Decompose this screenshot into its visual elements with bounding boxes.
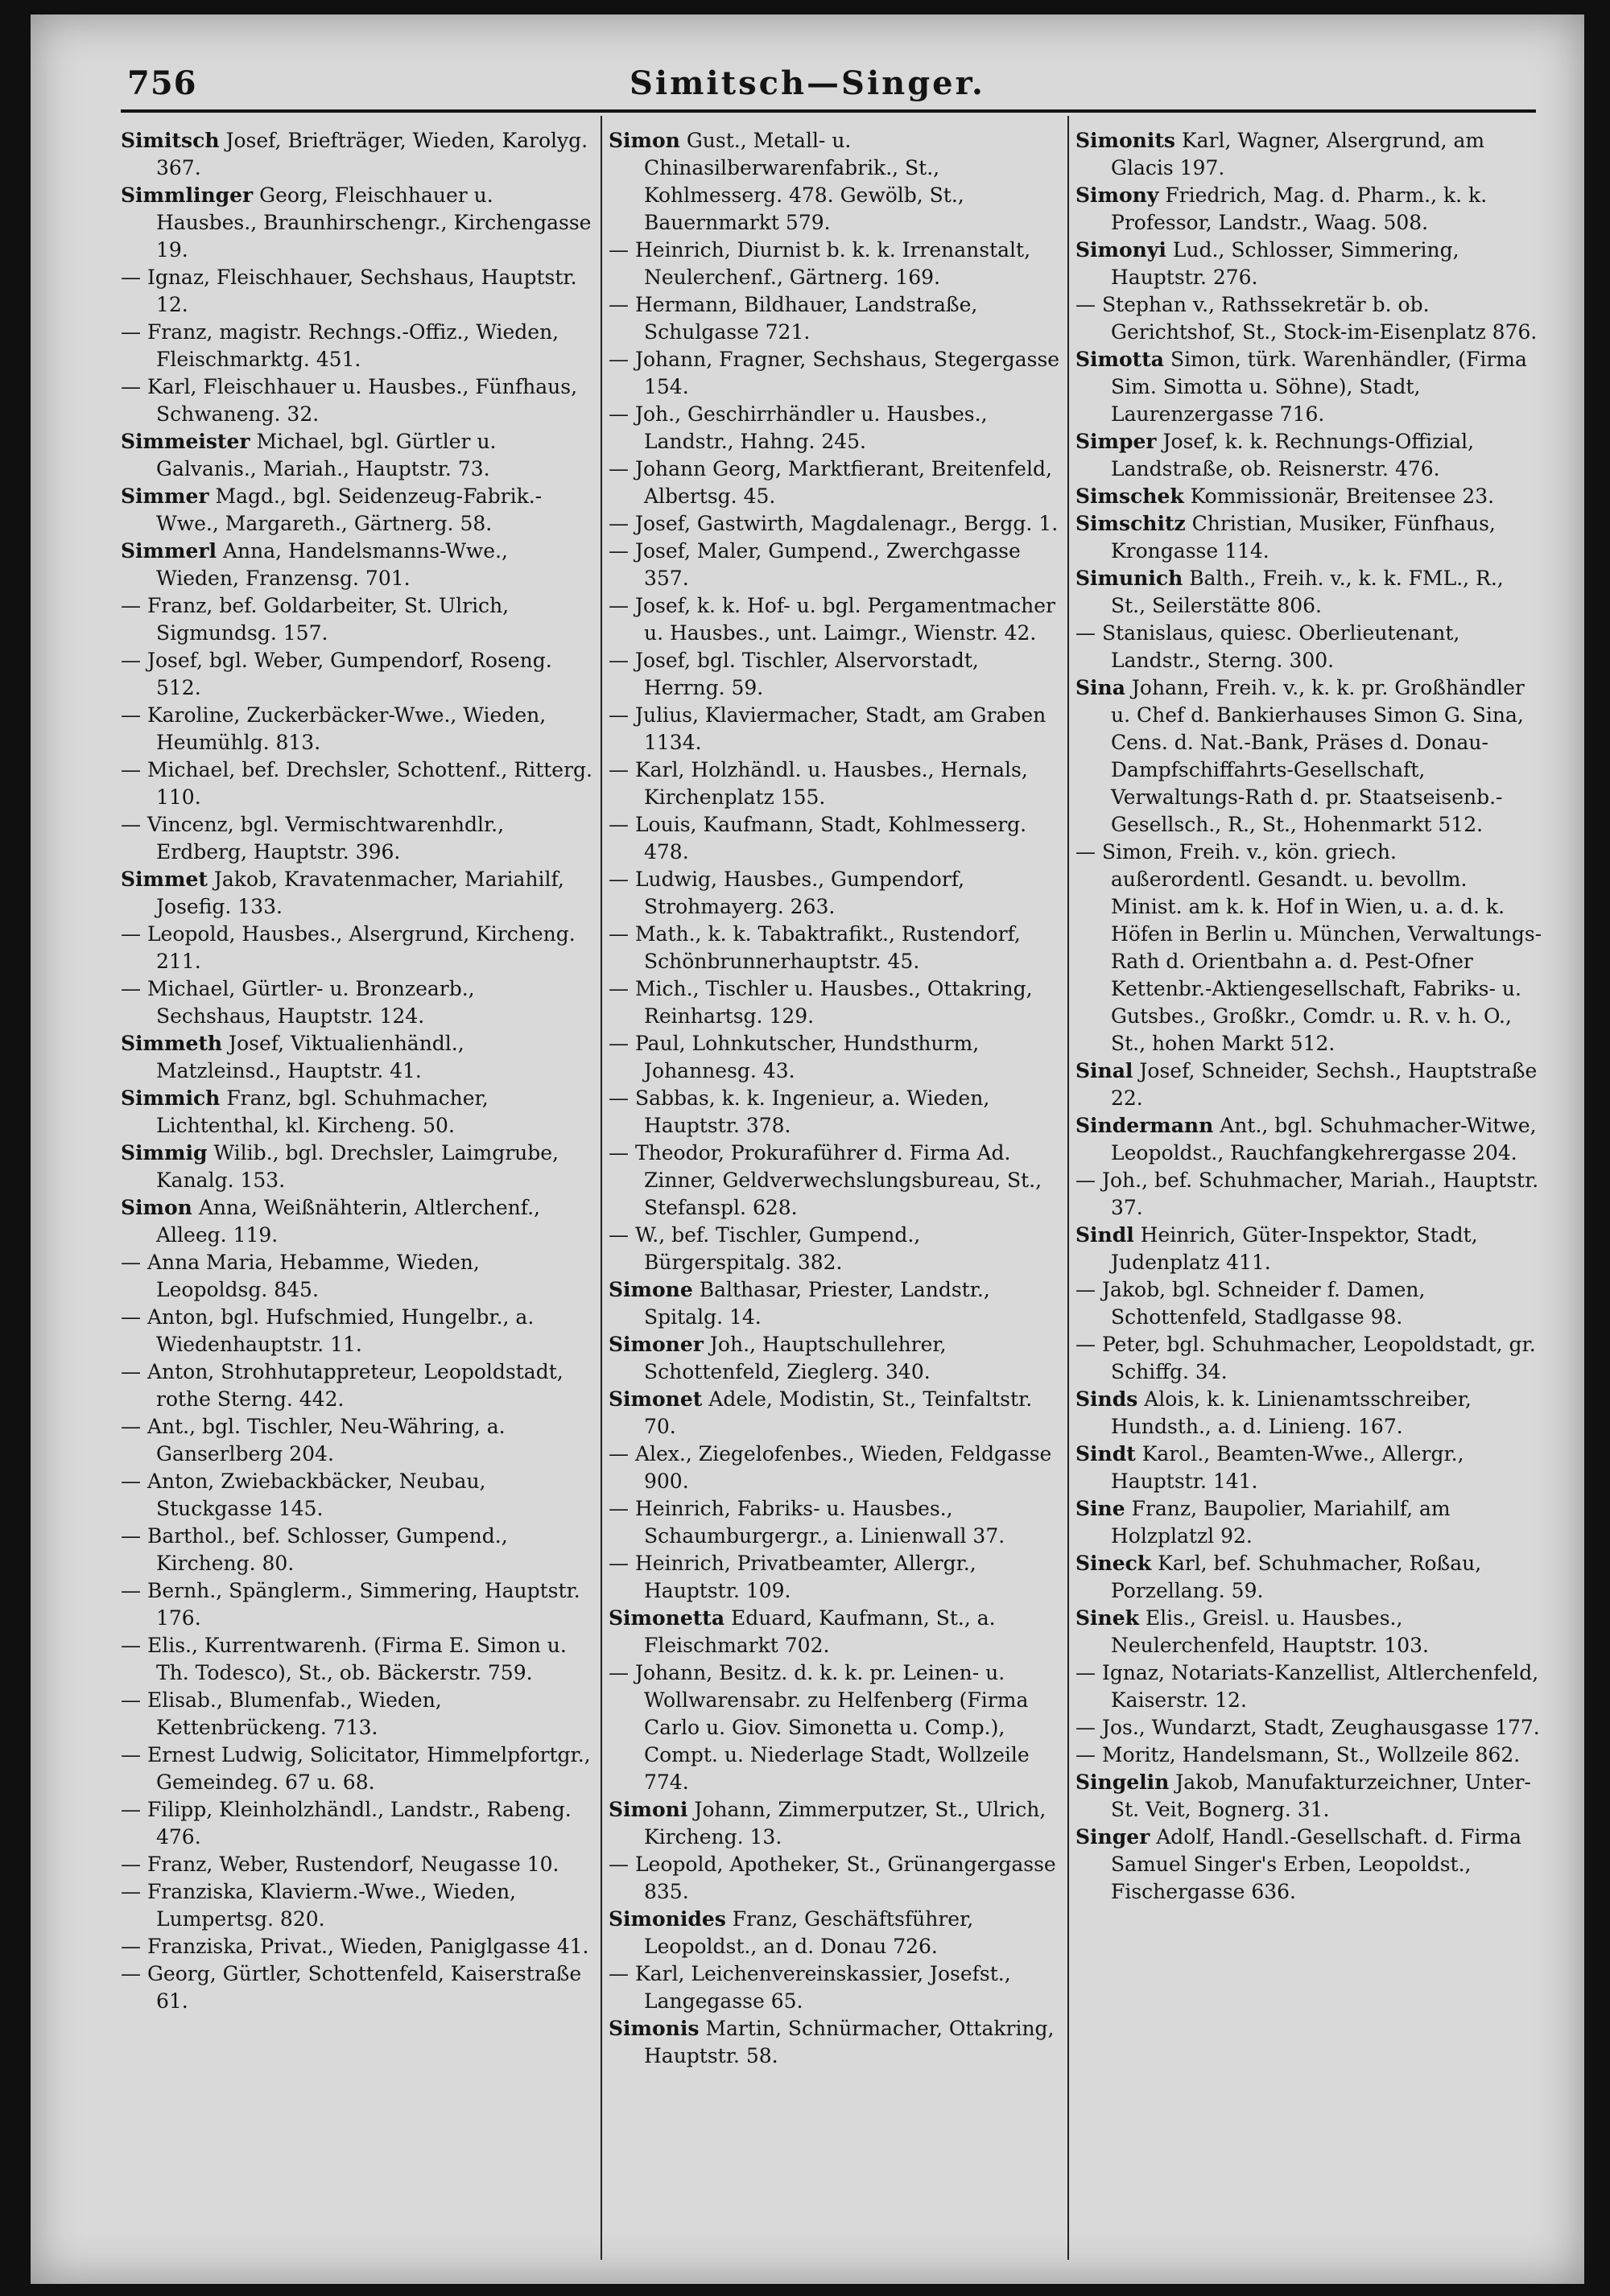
directory-entry xyxy=(609,1331,1061,1386)
entry-details: Franz, bef. Goldarbeiter, St. Ulrich, Sigmundsg. 157. xyxy=(147,594,510,645)
directory-entry xyxy=(1075,1550,1542,1605)
directory-entry xyxy=(1075,1167,1542,1222)
entry-details: Josef, k. k. Rechnungs-Offizial, Landstraße, ob. Reisnerstr. 476. xyxy=(1111,430,1475,480)
entry-details: Ernest Ludwig, Solicitator, Himmelpfortgr., Gemeindeg. 67 u. 68. xyxy=(147,1743,591,1794)
entry-details: Christian, Musiker, Fünfhaus, Krongasse 114. xyxy=(1111,512,1496,563)
directory-entry xyxy=(609,237,1061,291)
directory-entry xyxy=(121,866,594,921)
entry-details: Bernh., Spänglerm., Simmering, Hauptstr. 176. xyxy=(147,1579,580,1630)
entry-surname: — xyxy=(609,758,629,781)
entry-surname: — xyxy=(609,293,629,316)
entry-details: Ant., bgl. Tischler, Neu-Währing, a. Ganserlberg 204. xyxy=(147,1415,506,1465)
entry-surname: Sine xyxy=(1075,1497,1125,1520)
entry-surname: — xyxy=(1075,621,1096,645)
entry-surname: Simmer xyxy=(121,484,209,508)
entry-surname: — xyxy=(1075,1278,1096,1301)
directory-entry xyxy=(121,975,594,1030)
directory-entry xyxy=(1075,1112,1542,1167)
entry-surname: Simony xyxy=(1075,183,1159,207)
directory-entry xyxy=(1075,1495,1542,1550)
entry-details: Anton, Strohhutappreteur, Leopoldstadt, rothe Sterng. 442. xyxy=(147,1360,564,1411)
directory-entry xyxy=(121,1687,594,1742)
directory-entry xyxy=(1075,674,1542,839)
entry-surname: Simoner xyxy=(609,1333,704,1356)
directory-entry xyxy=(1075,127,1542,182)
directory-entry xyxy=(609,811,1061,866)
directory-entry xyxy=(1075,428,1542,483)
entry-surname: — xyxy=(121,1688,141,1712)
entry-details: Franz, Baupolier, Mariahilf, am Holzplatzl 92. xyxy=(1111,1497,1451,1548)
entry-surname: — xyxy=(609,1223,629,1247)
column-1 xyxy=(121,127,594,2268)
entry-surname: — xyxy=(121,1305,141,1329)
entry-surname: — xyxy=(609,1442,629,1465)
entry-surname: Simonides xyxy=(609,1907,726,1931)
directory-entry xyxy=(121,756,594,811)
entry-surname: — xyxy=(609,1962,629,1985)
directory-entry xyxy=(121,1577,594,1632)
entry-surname: Sindl xyxy=(1075,1223,1134,1247)
entry-surname: — xyxy=(609,348,629,371)
entry-surname: — xyxy=(609,539,629,563)
entry-details: Heinrich, Privatbeamter, Allergr., Hauptstr. 109. xyxy=(634,1552,976,1602)
entry-details: Anna, Weißnähterin, Altlerchenf., Alleeg. 119. xyxy=(156,1196,540,1247)
entry-surname: — xyxy=(609,703,629,727)
entry-details: Franz, bgl. Schuhmacher, Lichtenthal, kl. Kircheng. 50. xyxy=(156,1086,489,1137)
entry-details: Michael, Gürtler- u. Bronzearb., Sechshaus, Hauptstr. 124. xyxy=(147,977,475,1028)
directory-entry xyxy=(609,2015,1061,2070)
directory-entry xyxy=(1075,1769,1542,1824)
directory-entry xyxy=(1075,1222,1542,1276)
directory-entry xyxy=(609,1796,1061,1851)
entry-details: Stephan v., Rathssekretär b. ob. Gerichtshof, St., Stock-im-Eisenplatz 876. xyxy=(1101,293,1538,344)
entry-details: Johann, Zimmerputzer, St., Ulrich, Kircheng. 13. xyxy=(644,1798,1046,1849)
entry-surname: Simonis xyxy=(609,2017,700,2040)
entry-surname: Sindt xyxy=(1075,1442,1136,1465)
directory-entry xyxy=(1075,839,1542,1057)
directory-entry xyxy=(121,1632,594,1687)
entry-surname: — xyxy=(121,1524,141,1548)
entry-details: Franziska, Privat., Wieden, Paniglgasse 41. xyxy=(147,1935,589,1958)
entry-surname: — xyxy=(609,402,629,426)
entry-details: Josef, Gastwirth, Magdalenagr., Bergg. 1. xyxy=(634,512,1059,535)
entry-surname: — xyxy=(121,758,141,781)
entry-details: Vincenz, bgl. Vermischtwarenhdlr., Erdberg, Hauptstr. 396. xyxy=(147,813,505,864)
column-divider xyxy=(1067,116,1069,2260)
entry-details: Filipp, Kleinholzhändl., Landstr., Rabeng. 476. xyxy=(147,1798,572,1849)
directory-entry xyxy=(609,1659,1061,1796)
directory-entry xyxy=(609,1085,1061,1140)
entry-details: Magd., bgl. Seidenzeug-Fabrik.-Wwe., Margareth., Gärtnerg. 58. xyxy=(156,484,543,535)
directory-entry xyxy=(121,1851,594,1878)
directory-entry xyxy=(1075,291,1542,346)
directory-entry xyxy=(609,1495,1061,1550)
directory-entry xyxy=(121,428,594,483)
page-title: Simitsch—Singer. xyxy=(630,64,985,102)
directory-entry xyxy=(609,756,1061,811)
entry-details: Anna, Handelsmanns-Wwe., Wieden, Franzensg. 701. xyxy=(156,539,508,590)
entry-surname: Simschek xyxy=(1075,484,1184,508)
directory-entry xyxy=(609,455,1061,510)
entry-surname: — xyxy=(609,813,629,836)
directory-entry xyxy=(609,1906,1061,1960)
directory-entry xyxy=(121,1742,594,1796)
entry-details: Alex., Ziegelofenbes., Wieden, Feldgasse 900. xyxy=(634,1442,1052,1493)
directory-entry xyxy=(121,1030,594,1085)
entry-details: Franz, magistr. Rechngs.-Offiz., Wieden, Fleischmarktg. 451. xyxy=(147,320,559,371)
entry-details: Joh., bef. Schuhmacher, Mariah., Hauptstr. 37. xyxy=(1101,1169,1539,1219)
directory-entry xyxy=(1075,1714,1542,1742)
entry-details: Josef, Viktualienhändl., Matzleinsd., Hauptstr. 41. xyxy=(156,1032,464,1082)
entry-surname: Simone xyxy=(609,1278,693,1301)
directory-entry xyxy=(121,483,594,538)
directory-entry xyxy=(121,1468,594,1523)
entry-details: Joh., Geschirrhändler u. Hausbes., Landstr., Hahng. 245. xyxy=(634,402,988,453)
entry-details: Alois, k. k. Linienamtsschreiber, Hundsth., a. d. Linieng. 167. xyxy=(1111,1387,1472,1438)
entry-details: Karl, bef. Schuhmacher, Roßau, Porzellang. 59. xyxy=(1111,1552,1482,1602)
entry-surname: — xyxy=(609,1497,629,1520)
entry-details: Adele, Modistin, St., Teinfaltstr. 70. xyxy=(644,1387,1033,1438)
entry-surname: — xyxy=(121,1634,141,1657)
entry-details: Joh., Hauptschullehrer, Schottenfeld, Zieglerg. 340. xyxy=(644,1333,947,1383)
entry-details: Johann, Besitz. d. k. k. pr. Leinen- u. Wollwarensabr. zu Helfenberg (Firma Carlo u. Giov. Simonetta u. Comp.), Compt. u. Niederlage Stadt, Wollzeile 774. xyxy=(634,1661,1030,1794)
entry-surname: — xyxy=(121,1251,141,1274)
directory-entry xyxy=(121,1933,594,1960)
entry-surname: — xyxy=(121,1470,141,1493)
entry-details: Stanislaus, quiesc. Oberlieutenant, Landstr., Sterng. 300. xyxy=(1101,621,1460,672)
entry-surname: Simonetta xyxy=(609,1606,725,1630)
directory-entry xyxy=(1075,1386,1542,1441)
entry-details: Heinrich, Diurnist b. k. k. Irrenanstalt, Neulerchenf., Gärtnerg. 169. xyxy=(634,238,1031,289)
entry-details: Franz, Geschäftsführer, Leopoldst., an d. Donau 726. xyxy=(644,1907,974,1958)
entry-surname: — xyxy=(1075,1716,1096,1739)
entry-surname: — xyxy=(609,457,629,480)
entry-surname: Simoni xyxy=(609,1798,688,1821)
entry-details: Leopold, Hausbes., Alsergrund, Kircheng. 211. xyxy=(147,922,576,973)
entry-details: Jakob, Manufakturzeichner, Unter-St. Veit, Bognerg. 31. xyxy=(1111,1770,1531,1821)
directory-entry xyxy=(121,1796,594,1851)
directory-entry xyxy=(1075,1057,1542,1112)
directory-entry xyxy=(609,1550,1061,1605)
directory-entry xyxy=(121,1413,594,1468)
directory-entry xyxy=(1075,1742,1542,1769)
directory-entry xyxy=(609,702,1061,756)
entry-surname: Simmich xyxy=(121,1086,221,1110)
entry-details: Elis., Greisl. u. Hausbes., Neulerchenfeld, Hauptstr. 103. xyxy=(1111,1606,1429,1657)
entry-details: Elis., Kurrentwarenh. (Firma E. Simon u. Th. Todesco), St., ob. Bäckerstr. 759. xyxy=(147,1634,567,1684)
entry-details: Josef, Schneider, Sechsh., Hauptstraße 22. xyxy=(1111,1059,1538,1110)
directory-entry xyxy=(609,975,1061,1030)
entry-surname: — xyxy=(121,1935,141,1958)
directory-entry xyxy=(121,811,594,866)
entry-details: Johann, Freih. v., k. k. pr. Großhändler u. Chef d. Bankierhauses Simon G. Sina, Cens. d. Nat.-Bank, Präses d. Donau-Dampfschiffahrts-Gesellschaft, Verwaltungs-Rath d. pr. Staatseisenb.-Gesellsch., R., St., Hohenmarkt 512. xyxy=(1111,676,1525,836)
entry-details: Ludwig, Hausbes., Gumpendorf, Strohmayerg. 263. xyxy=(634,868,965,918)
entry-surname: Simon xyxy=(121,1196,192,1219)
directory-entry xyxy=(121,1878,594,1933)
entry-surname: — xyxy=(609,1552,629,1575)
entry-surname: Simschitz xyxy=(1075,512,1186,535)
entry-surname: — xyxy=(121,922,141,946)
entry-surname: Simmig xyxy=(121,1141,208,1164)
directory-entry xyxy=(121,592,594,647)
entry-surname: — xyxy=(1075,293,1096,316)
directory-entry xyxy=(609,1030,1061,1085)
directory-entry xyxy=(609,1960,1061,2015)
directory-entry xyxy=(609,1140,1061,1222)
column-divider xyxy=(601,116,602,2260)
entry-details: Balthasar, Priester, Landstr., Spitalg. 14. xyxy=(644,1278,990,1329)
directory-entry xyxy=(609,1222,1061,1276)
entry-details: Kommissionär, Breitensee 23. xyxy=(1190,484,1495,508)
entry-surname: — xyxy=(121,320,141,344)
entry-surname: Simmeth xyxy=(121,1032,223,1055)
directory-entry xyxy=(121,182,594,264)
entry-surname: — xyxy=(1075,1169,1096,1192)
entry-details: Karoline, Zuckerbäcker-Wwe., Wieden, Heumühlg. 813. xyxy=(147,703,547,754)
entry-surname: Simmet xyxy=(121,868,208,891)
directory-entry xyxy=(1075,565,1542,620)
entry-details: Simon, Freih. v., kön. griech. außerordentl. Gesandt. u. bevollm. Minist. am k. k. Hof in Wien, u. a. d. k. Höfen in Berlin u. München, Verwaltungs-Rath d. Orientbahn a. d. Pest-Ofner Kettenbr.-Aktiengesellschaft, Fabriks- u. Gutsbes., Großkr., Comdr. u. R. v. h. O., St., hohen Markt 512. xyxy=(1101,840,1542,1055)
entry-surname: Sina xyxy=(1075,676,1125,699)
entry-details: Georg, Gürtler, Schottenfeld, Kaiserstraße 61. xyxy=(147,1962,582,2013)
entry-details: Elisab., Blumenfab., Wieden, Kettenbrückeng. 713. xyxy=(147,1688,442,1739)
entry-details: Heinrich, Güter-Inspektor, Stadt, Judenplatz 411. xyxy=(1111,1223,1478,1274)
directory-entry xyxy=(1075,1331,1542,1386)
directory-page xyxy=(31,14,1584,2284)
entry-surname: — xyxy=(121,1962,141,1985)
directory-entry xyxy=(1075,182,1542,237)
entry-surname: — xyxy=(609,238,629,262)
entry-details: Simon, türk. Warenhändler, (Firma Sim. Simotta u. Söhne), Stadt, Laurenzergasse 716. xyxy=(1111,348,1527,426)
entry-surname: — xyxy=(609,649,629,672)
directory-entry xyxy=(121,1358,594,1413)
entry-surname: — xyxy=(121,813,141,836)
directory-entry xyxy=(121,1523,594,1577)
entry-details: Michael, bgl. Gürtler u. Galvanis., Mariah., Hauptstr. 73. xyxy=(156,430,497,480)
entry-details: Anton, Zwiebackbäcker, Neubau, Stuckgasse 145. xyxy=(147,1470,486,1520)
directory-entry xyxy=(121,702,594,756)
entry-surname: — xyxy=(121,1853,141,1876)
entry-details: Josef, k. k. Hof- u. bgl. Pergamentmacher u. Hausbes., unt. Laimgr., Wienstr. 42. xyxy=(634,594,1055,645)
entry-surname: Sinds xyxy=(1075,1387,1138,1411)
directory-entry xyxy=(1075,237,1542,291)
entry-details: Michael, bef. Drechsler, Schottenf., Ritterg. 110. xyxy=(147,758,592,809)
directory-entry xyxy=(1075,346,1542,428)
entry-details: Heinrich, Fabriks- u. Hausbes., Schaumburgergr., a. Linienwall 37. xyxy=(634,1497,1005,1548)
entry-surname: — xyxy=(609,594,629,617)
entry-surname: Singer xyxy=(1075,1825,1150,1849)
entry-details: Jos., Wundarzt, Stadt, Zeughausgasse 177. xyxy=(1101,1716,1540,1739)
entry-surname: — xyxy=(121,1360,141,1383)
entry-surname: Simmeister xyxy=(121,430,250,453)
directory-entry xyxy=(609,592,1061,647)
entry-details: Wilib., bgl. Drechsler, Laimgrube, Kanalg. 153. xyxy=(156,1141,559,1192)
directory-entry xyxy=(121,1140,594,1194)
entry-surname: — xyxy=(121,594,141,617)
directory-entry xyxy=(121,1085,594,1140)
entry-surname: Simmlinger xyxy=(121,183,254,207)
entry-details: Leopold, Apotheker, St., Grünangergasse 835. xyxy=(634,1853,1056,1903)
entry-surname: Simunich xyxy=(1075,567,1183,590)
directory-entry xyxy=(121,1194,594,1249)
directory-entry xyxy=(609,1605,1061,1659)
entry-surname: Simper xyxy=(1075,430,1157,453)
entry-surname: — xyxy=(121,375,141,398)
entry-details: Gust., Metall- u. Chinasilberwarenfabrik., St., Kohlmesserg. 478. Gewölb, St., Bauernmarkt 579. xyxy=(644,129,964,234)
entry-details: Karl, Wagner, Alsergrund, am Glacis 197. xyxy=(1111,129,1485,179)
entry-surname: — xyxy=(609,1661,629,1684)
directory-entry xyxy=(1075,1659,1542,1714)
entry-details: Math., k. k. Tabaktrafikt., Rustendorf, Schönbrunnerhauptstr. 45. xyxy=(634,922,1021,973)
entry-details: Julius, Klaviermacher, Stadt, am Graben 1134. xyxy=(634,703,1046,754)
entry-surname: — xyxy=(1075,1661,1096,1684)
directory-entry xyxy=(121,319,594,373)
directory-entry xyxy=(1075,1605,1542,1659)
entry-details: Paul, Lohnkutscher, Hundsthurm, Johannesg. 43. xyxy=(634,1032,980,1082)
entry-surname: — xyxy=(609,1086,629,1110)
entry-surname: — xyxy=(121,1415,141,1438)
entry-surname: — xyxy=(1075,840,1096,864)
entry-surname: — xyxy=(609,977,629,1000)
entry-surname: Simotta xyxy=(1075,348,1164,371)
entry-details: Ignaz, Fleischhauer, Sechshaus, Hauptstr. 12. xyxy=(147,266,577,316)
directory-entry xyxy=(609,291,1061,346)
entry-surname: — xyxy=(609,512,629,535)
entry-details: Franz, Weber, Rustendorf, Neugasse 10. xyxy=(147,1853,559,1876)
entry-details: Louis, Kaufmann, Stadt, Kohlmesserg. 478. xyxy=(634,813,1027,864)
directory-entry xyxy=(121,1960,594,2015)
directory-entry xyxy=(121,538,594,592)
entry-surname: — xyxy=(609,1032,629,1055)
directory-entry xyxy=(1075,1824,1542,1906)
entry-surname: — xyxy=(121,977,141,1000)
entry-surname: — xyxy=(121,1798,141,1821)
entry-details: Josef, bgl. Tischler, Alservorstadt, Herrng. 59. xyxy=(634,649,979,699)
entry-details: Jakob, bgl. Schneider f. Damen, Schottenfeld, Stadlgasse 98. xyxy=(1101,1278,1426,1329)
entry-surname: — xyxy=(609,1853,629,1876)
directory-entry xyxy=(1075,483,1542,510)
column-3 xyxy=(1075,127,1542,2268)
directory-entry xyxy=(121,127,594,182)
directory-entry xyxy=(609,866,1061,921)
entry-details: Karol., Beamten-Wwe., Allergr., Hauptstr. 141. xyxy=(1111,1442,1464,1493)
entry-details: Adolf, Handl.-Gesellschaft. d. Firma Samuel Singer's Erben, Leopoldst., Fischergasse 636. xyxy=(1111,1825,1522,1903)
entry-surname: — xyxy=(121,1880,141,1903)
directory-entry xyxy=(609,401,1061,455)
entry-details: Anton, bgl. Hufschmied, Hungelbr., a. Wiedenhauptstr. 11. xyxy=(147,1305,535,1356)
entry-details: Peter, bgl. Schuhmacher, Leopoldstadt, gr. Schiffg. 34. xyxy=(1101,1333,1536,1383)
entry-details: Karl, Fleischhauer u. Hausbes., Fünfhaus, Schwaneng. 32. xyxy=(147,375,578,426)
column-2 xyxy=(609,127,1061,2268)
entry-surname: Simon xyxy=(609,129,680,152)
entry-details: Ant., bgl. Schuhmacher-Witwe, Leopoldst., Rauchfangkehrergasse 204. xyxy=(1111,1114,1537,1164)
directory-entry xyxy=(609,1441,1061,1495)
entry-details: Ignaz, Notariats-Kanzellist, Altlerchenfeld, Kaiserstr. 12. xyxy=(1101,1661,1539,1712)
directory-entry xyxy=(1075,510,1542,565)
directory-entry xyxy=(121,1249,594,1304)
directory-entry xyxy=(609,647,1061,702)
directory-entry xyxy=(609,1851,1061,1906)
entry-details: Hermann, Bildhauer, Landstraße, Schulgasse 721. xyxy=(634,293,978,344)
entry-details: Anna Maria, Hebamme, Wieden, Leopoldsg. 845. xyxy=(147,1251,480,1301)
entry-surname: Simonits xyxy=(1075,129,1175,152)
directory-entry xyxy=(121,373,594,428)
entry-details: Josef, Maler, Gumpend., Zwerchgasse 357. xyxy=(634,539,1021,590)
entry-details: Josef, bgl. Weber, Gumpendorf, Roseng. 512. xyxy=(147,649,552,699)
directory-entry xyxy=(609,346,1061,401)
entry-details: Lud., Schlosser, Simmering, Hauptstr. 276. xyxy=(1111,238,1459,289)
entry-surname: — xyxy=(609,922,629,946)
entry-details: Eduard, Kaufmann, St., a. Fleischmarkt 702. xyxy=(644,1606,996,1657)
entry-surname: Simonyi xyxy=(1075,238,1166,262)
directory-entry xyxy=(121,921,594,975)
entry-surname: Simonet xyxy=(609,1387,703,1411)
entry-surname: — xyxy=(1075,1743,1096,1766)
entry-surname: — xyxy=(121,266,141,289)
entry-details: Johann, Fragner, Sechshaus, Stegergasse 154. xyxy=(634,348,1060,398)
entry-details: Jakob, Kravatenmacher, Mariahilf, Josefig. 133. xyxy=(156,868,564,918)
entry-surname: — xyxy=(121,1579,141,1602)
directory-entry xyxy=(121,1304,594,1358)
entry-surname: — xyxy=(609,868,629,891)
entry-surname: Simmerl xyxy=(121,539,217,563)
entry-surname: — xyxy=(609,1141,629,1164)
entry-details: Josef, Briefträger, Wieden, Karolyg. 367. xyxy=(156,129,588,179)
entry-surname: — xyxy=(121,1743,141,1766)
entry-details: Franziska, Klavierm.-Wwe., Wieden, Lumpertsg. 820. xyxy=(147,1880,516,1931)
entry-surname: — xyxy=(121,649,141,672)
entry-details: Sabbas, k. k. Ingenieur, a. Wieden, Hauptstr. 378. xyxy=(634,1086,990,1137)
directory-entry xyxy=(1075,1441,1542,1495)
directory-entry xyxy=(609,510,1061,538)
entry-details: Balth., Freih. v., k. k. FML., R., St., Seilerstätte 806. xyxy=(1111,567,1504,617)
entry-details: Johann Georg, Marktfierant, Breitenfeld, Albertsg. 45. xyxy=(634,457,1052,508)
entry-surname: Singelin xyxy=(1075,1770,1170,1794)
entry-surname: — xyxy=(121,703,141,727)
directory-entry xyxy=(1075,1276,1542,1331)
entry-details: Moritz, Handelsmann, St., Wollzeile 862. xyxy=(1101,1743,1521,1766)
entry-details: Barthol., bef. Schlosser, Gumpend., Kircheng. 80. xyxy=(147,1524,508,1575)
directory-entry xyxy=(609,921,1061,975)
entry-surname: — xyxy=(1075,1333,1096,1356)
directory-entry xyxy=(609,127,1061,237)
entry-surname: Sineck xyxy=(1075,1552,1152,1575)
entry-surname: Sindermann xyxy=(1075,1114,1214,1137)
directory-entry xyxy=(609,538,1061,592)
entry-details: Theodor, Prokuraführer d. Firma Ad. Zinner, Geldverwechslungsbureau, St., Stefanspl. 628. xyxy=(634,1141,1042,1219)
directory-entry xyxy=(609,1386,1061,1441)
entry-details: W., bef. Tischler, Gumpend., Bürgerspitalg. 382. xyxy=(634,1223,921,1274)
entry-details: Karl, Holzhändl. u. Hausbes., Hernals, Kirchenplatz 155. xyxy=(634,758,1028,809)
entry-details: Friedrich, Mag. d. Pharm., k. k. Professor, Landstr., Waag. 508. xyxy=(1111,183,1488,234)
page-number: 756 xyxy=(127,64,197,102)
entry-details: Karl, Leichenvereinskassier, Josefst., Langegasse 65. xyxy=(634,1962,1011,2013)
directory-entry xyxy=(1075,620,1542,674)
header-rule xyxy=(121,109,1536,113)
directory-entry xyxy=(121,264,594,319)
directory-entry xyxy=(121,647,594,702)
entry-surname: Simitsch xyxy=(121,129,220,152)
entry-surname: Sinek xyxy=(1075,1606,1139,1630)
entry-surname: Sinal xyxy=(1075,1059,1133,1082)
directory-entry xyxy=(609,1276,1061,1331)
entry-details: Georg, Fleischhauer u. Hausbes., Braunhirschengr., Kirchengasse 19. xyxy=(156,183,592,262)
entry-details: Mich., Tischler u. Hausbes., Ottakring, Reinhartsg. 129. xyxy=(634,977,1033,1028)
entry-details: Martin, Schnürmacher, Ottakring, Hauptstr. 58. xyxy=(644,2017,1055,2067)
